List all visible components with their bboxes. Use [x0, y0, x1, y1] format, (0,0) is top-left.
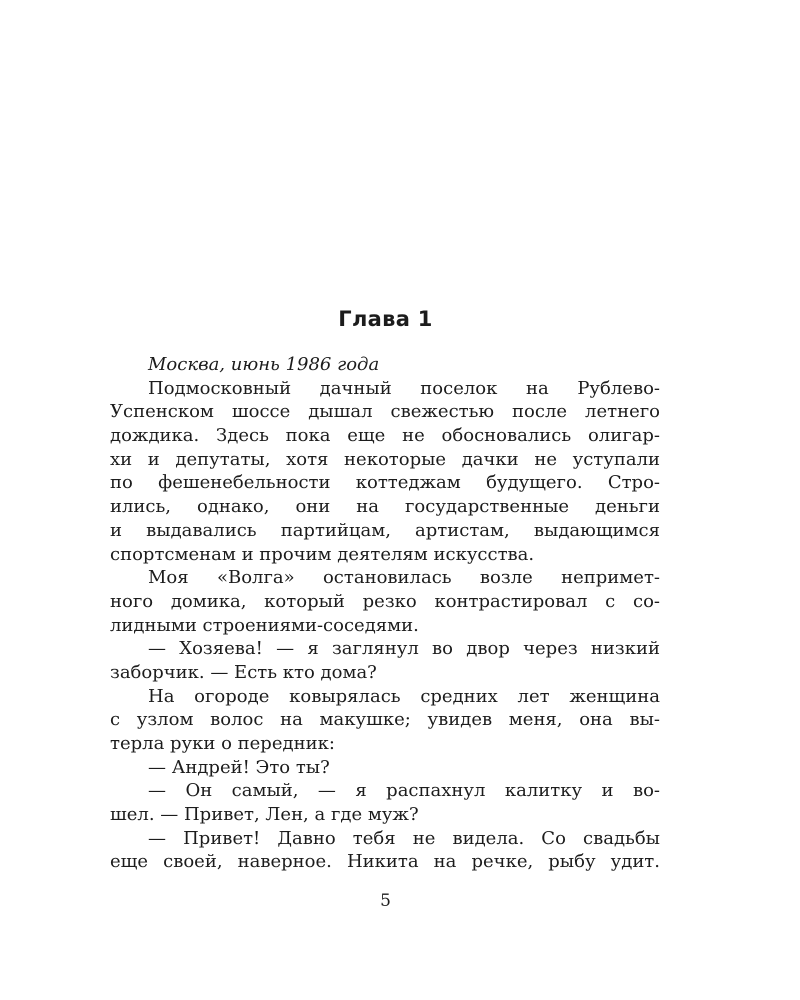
text-line: Успенском шоссе дышал свежестью после летнего [110, 401, 660, 423]
text-line: Подмосковный дачный поселок на Рублево- [148, 377, 660, 399]
text-line: — Андрей! Это ты? [148, 756, 330, 778]
page-number: 5 [380, 891, 391, 911]
text-line: На огороде ковырялась средних лет женщина [148, 685, 660, 707]
text-line: Моя «Волга» остановилась возле непримет- [148, 567, 660, 589]
text-line: спортсменам и прочим деятелям искусства. [110, 543, 535, 565]
text-line: ились, однако, они на государственные деньги [110, 496, 660, 518]
text-line: — Он самый, — я распахнул калитку и во- [148, 780, 660, 802]
dateline: Москва, июнь 1986 года [148, 354, 380, 375]
text-line: по фешенебельности коттеджам будущего. Стро- [110, 472, 660, 494]
text-line: шел. — Привет, Лен, а где муж? [110, 804, 419, 826]
text-line: хи и депутаты, хотя некоторые дачки не уступали [110, 448, 660, 470]
chapter-title: Глава 1 [338, 307, 433, 331]
text-line: терла руки о передник: [110, 733, 335, 754]
chapter-text [110, 353, 660, 874]
text-line: лидными строениями-соседями. [110, 614, 419, 636]
text-line: — Хозяева! — я заглянул во двор через низкий [148, 638, 660, 660]
text-line: заборчик. — Есть кто дома? [110, 661, 377, 683]
text-line: еще своей, наверное. Никита на речке, рыбу удит. [110, 851, 660, 873]
text-line: с узлом волос на макушке; увидев меня, она вы- [110, 709, 660, 731]
text-line: дождика. Здесь пока еще не обосновались олигар- [110, 425, 660, 447]
text-line: — Привет! Давно тебя не видела. Со свадьбы [148, 827, 660, 849]
text-line: ного домика, который резко контрастировал с со- [110, 590, 660, 612]
text-line: и выдавались партийцам, артистам, выдающимся [110, 519, 660, 541]
